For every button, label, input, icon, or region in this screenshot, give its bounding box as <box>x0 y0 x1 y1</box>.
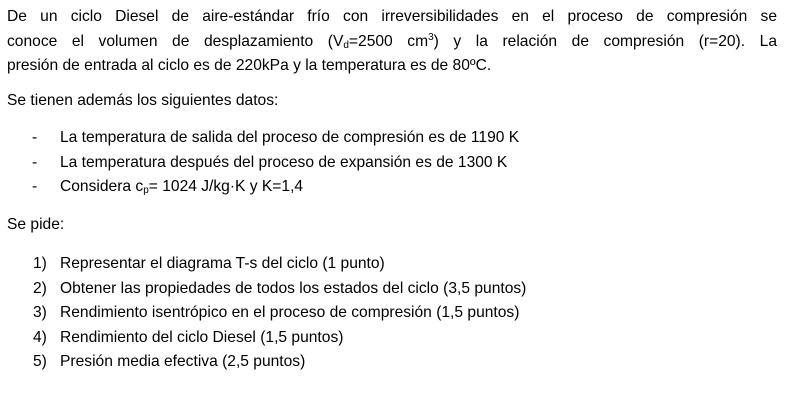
displacement-subscript: d <box>343 39 349 51</box>
task-number: 4) <box>33 328 47 346</box>
task-text: Rendimiento isentrópico en el proceso de compresión (1,5 puntos) <box>60 304 520 321</box>
intro-line-2-b: =2500 cm <box>348 32 429 50</box>
dash-bullet: - <box>32 153 38 171</box>
datos-heading: Se tienen además los siguientes datos: <box>7 92 279 109</box>
intro-line-2-c: ) y la relación de compresión (r=20). La <box>433 32 777 50</box>
datos-list <box>7 126 519 200</box>
task-item-1 <box>7 252 526 277</box>
task-number: 3) <box>33 304 47 321</box>
datos-item-3 <box>7 175 519 200</box>
task-text: Presión media efectiva (2,5 puntos) <box>60 353 306 370</box>
datos-item-1 <box>7 126 519 151</box>
task-list <box>7 252 526 375</box>
task-text: Rendimiento del ciclo Diesel (1,5 puntos) <box>60 328 344 346</box>
dash-bullet: - <box>32 129 38 146</box>
intro-line-2 <box>7 30 777 55</box>
task-text: Obtener las propiedades de todos los estados del ciclo (3,5 puntos) <box>60 279 527 297</box>
cp-subscript: p <box>143 185 149 196</box>
task-number: 5) <box>33 353 47 370</box>
intro-line-1: De un ciclo Diesel de aire-estándar frío con irreversibilidades en el proceso de compresión se <box>7 8 777 25</box>
datos-item-2-text: La temperatura después del proceso de expansión es de 1300 K <box>60 153 508 171</box>
datos-item-3-b: = 1024 J/kg·K y K=1,4 <box>148 178 304 195</box>
pide-heading: Se pide: <box>7 216 65 233</box>
intro-line-3: presión de entrada al ciclo es de 220kPa y la temperatura es de 80ºC. <box>7 57 492 74</box>
task-item-2 <box>7 277 526 302</box>
datos-item-3-text <box>60 178 303 195</box>
cubic-superscript: 3 <box>428 31 434 43</box>
task-item-3 <box>7 301 526 326</box>
datos-item-1-text: La temperatura de salida del proceso de compresión es de 1190 K <box>60 129 520 146</box>
document-page <box>7 0 777 370</box>
task-item-5 <box>7 350 526 375</box>
intro-paragraph <box>7 5 777 79</box>
task-text: Representar el diagrama T-s del ciclo (1 punto) <box>60 255 385 272</box>
intro-line-2-a: conoce el volumen de desplazamiento (V <box>7 32 344 50</box>
task-item-4 <box>7 326 526 351</box>
datos-item-2 <box>7 151 519 176</box>
task-number: 1) <box>33 255 47 272</box>
dash-bullet: - <box>32 178 38 195</box>
datos-item-3-a: Considera c <box>60 178 144 195</box>
task-number: 2) <box>33 279 47 297</box>
